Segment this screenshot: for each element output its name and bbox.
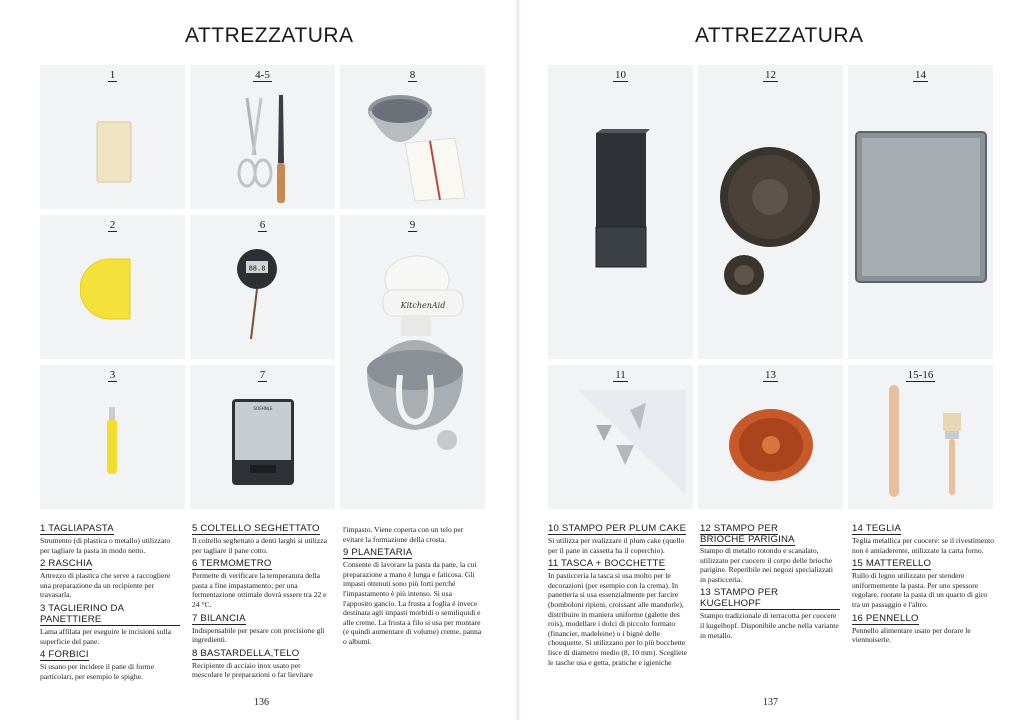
tile-number: 12 [765,69,776,81]
rolling-pin-brush-image [883,383,963,501]
tile-number: 1 [109,69,116,81]
right-page-title: ATTREZZATURA [695,24,864,47]
tile-3-taglierino [40,365,185,509]
tile-12-brioche-mold [698,65,843,359]
entry-heading: 3 TAGLIERINO DA PANETTIERE [40,603,180,626]
tile-number: 14 [915,69,926,81]
entry-text: In pasticceria la tasca si usa molto per le decorazioni (per esempio con la crema). In panetteria si usa essenzialmente per farcire (bomboloni ripieni, croissant alle mandorle), distribuire in maniera uniforme (galette des rois), modellare i dolci di piccolo formato (financier, madeleine) o i bignè delle chouquette. Si utilizzano per lo più bocchette lisce di diametro medio (8, 10 mm). Scegliete le tasche usa e getta, pratiche e igieniche [548,571,687,667]
right-column-2 [700,520,840,640]
tile-number: 10 [615,69,626,81]
stand-mixer-image [355,250,475,470]
tile-number: 2 [109,219,116,231]
entry-heading: 16 PENNELLO [852,612,919,624]
tile-13-kugelhopf-mold [698,365,843,509]
tile-11-piping-bag [548,365,693,509]
tile-6-termometro [190,215,335,359]
left-column-3 [343,524,483,647]
entry-heading: 10 STAMPO PER PLUM CAKE [548,523,687,534]
brioche-mold-image [708,145,833,305]
scale-image [230,397,296,487]
entry-heading: 2 RASCHIA [40,558,93,570]
bowl-towel-image [360,83,470,203]
entry-text: Strumento (di plastica o metallo) utilizzato per tagliare la pasta in modo netto. [40,536,171,555]
thermometer-display: 88.8 [248,264,266,273]
entry-text: l'impasto. Viene coperta con un telo per evitare la formazione della crosta. [343,525,464,544]
entry-text: Si utilizza per realizzare il plum cake (quello per il pane in cassetta ha il coperchio). [548,536,685,555]
entry-text: Attrezzo di plastica che serve a raccogliere una preparazione da un recipiente per travasarla. [40,571,171,600]
entry-heading: 9 PLANETARIA [343,547,413,559]
entry-heading: 7 BILANCIA [192,612,246,624]
entry-text: Il coltello seghettato a denti larghi si utilizza per tagliare il pane cotto. [192,536,328,555]
entry-text: Stampo tradizionale di terracotta per cuocere il kugelhopf. Disponibile anche nella variante in metallo. [700,611,839,640]
entry-text: Consente di lavorare la pasta da pane, la cui preparazione a mano è lunga e faticosa. Gli impasti ottenuti sono più forti perché l'impastamento è più intenso. Si usa l'apposito gancio. La frusta a foglia è invece destinata agli impasti morbidi o semiliquidi e alle creme. La frusta a filo si usa per montare (e quindi aumentare di volume) creme, panna o albumi. [343,560,482,646]
entry-heading: 15 MATTERELLO [852,558,932,570]
tile-14-teglia [848,65,993,359]
entry-heading: 5 COLTELLO SEGHETTATO [192,523,320,534]
scraper-image [80,257,140,322]
tile-2-raschia [40,215,185,359]
entry-text: Stampo di metallo rotondo e scanalato, utilizzato per cuocere il corpo delle brioche parigine. Reperibile nei negozi specializzati in pasticceria. [700,546,834,584]
left-column-1 [40,520,180,681]
right-page-number: 137 [763,697,778,708]
page-gutter [515,0,521,720]
tile-10-plum-cake-mold [548,65,693,359]
tile-9-planetaria [340,215,485,509]
entry-heading: 14 TEGLIA [852,523,902,534]
entry-text: Indispensabile per pesare con precisione gli ingredienti. [192,625,325,645]
tile-number: 7 [259,369,266,381]
tile-1-tagliapasta [40,65,185,209]
plum-cake-mold-image [588,127,654,277]
tile-number: 6 [259,219,266,231]
tile-number: 13 [765,369,776,381]
entry-text: Permette di verificare la temperatura della pasta a fine impastamento; per una fermentazione ottimale dovrà essere tra 22 e 24 °C. [192,571,327,609]
entry-text: Teglia metallica per cuocere: se il rivestimento non è antiaderente, utilizzate la carta forno. [852,536,995,555]
entry-text: Si usano per incidere il pane di forme particolari, per esempio le spighe. [40,662,155,681]
entry-heading: 11 TASCA + BOCCHETTE [548,558,666,570]
left-column-2 [192,520,332,680]
left-page-title: ATTREZZATURA [185,24,354,47]
scissors-knife-image [235,93,295,208]
entry-heading-line: 12 STAMPO PER [700,523,779,534]
right-column-3 [852,520,994,645]
tile-number: 11 [615,369,626,381]
entry-text: Lama affilata per eseguire le incisioni sulla superficie del pane. [40,626,172,646]
entry-heading [700,523,840,545]
tile-number: 9 [409,219,416,231]
entry-text: Rullo di legno utilizzato per stendere uniformemente la pasta. Per uno spessore regolare, ruotate la pasta di un quarto di giro tra un passaggio e l'altro. [852,571,988,609]
kugelhopf-mold-image [726,405,816,485]
tile-number: 8 [409,69,416,81]
entry-heading: 13 STAMPO PER KUGELHOPF [700,587,840,610]
entry-text: Recipiente di acciaio inox usato per mescolare le preparazioni o far lievitare [192,660,313,680]
mixer-brand-text: KitchenAid [400,301,446,310]
entry-heading: 1 TAGLIAPASTA [40,523,114,534]
bread-lame-image [102,405,122,480]
entry-heading: 8 BASTARDELLA,TELO [192,647,300,659]
tile-4-5-scissors-knife [190,65,335,209]
tile-number: 4-5 [255,69,270,81]
thermometer-image [235,247,285,342]
tile-7-bilancia [190,365,335,509]
entry-heading: 4 FORBICI [40,649,89,661]
piping-bag-tips-image [558,385,688,505]
right-column-1 [548,520,693,667]
tile-15-16-rolling-pin-brush [848,365,993,509]
dough-cutter-image [95,120,135,185]
entry-text: Pennello alimentare usato per dorare le viennoiserie. [852,625,971,645]
entry-heading: 6 TERMOMETRO [192,558,272,570]
baking-tray-image [854,130,988,285]
tile-number: 3 [109,369,116,381]
entry-heading-line: BRIOCHE PARIGINA [700,534,795,545]
tile-number: 15-16 [907,369,934,381]
scale-brand-text: SOEHNLE [253,406,273,411]
tile-8-bowl [340,65,485,209]
left-page-number: 136 [254,697,269,708]
